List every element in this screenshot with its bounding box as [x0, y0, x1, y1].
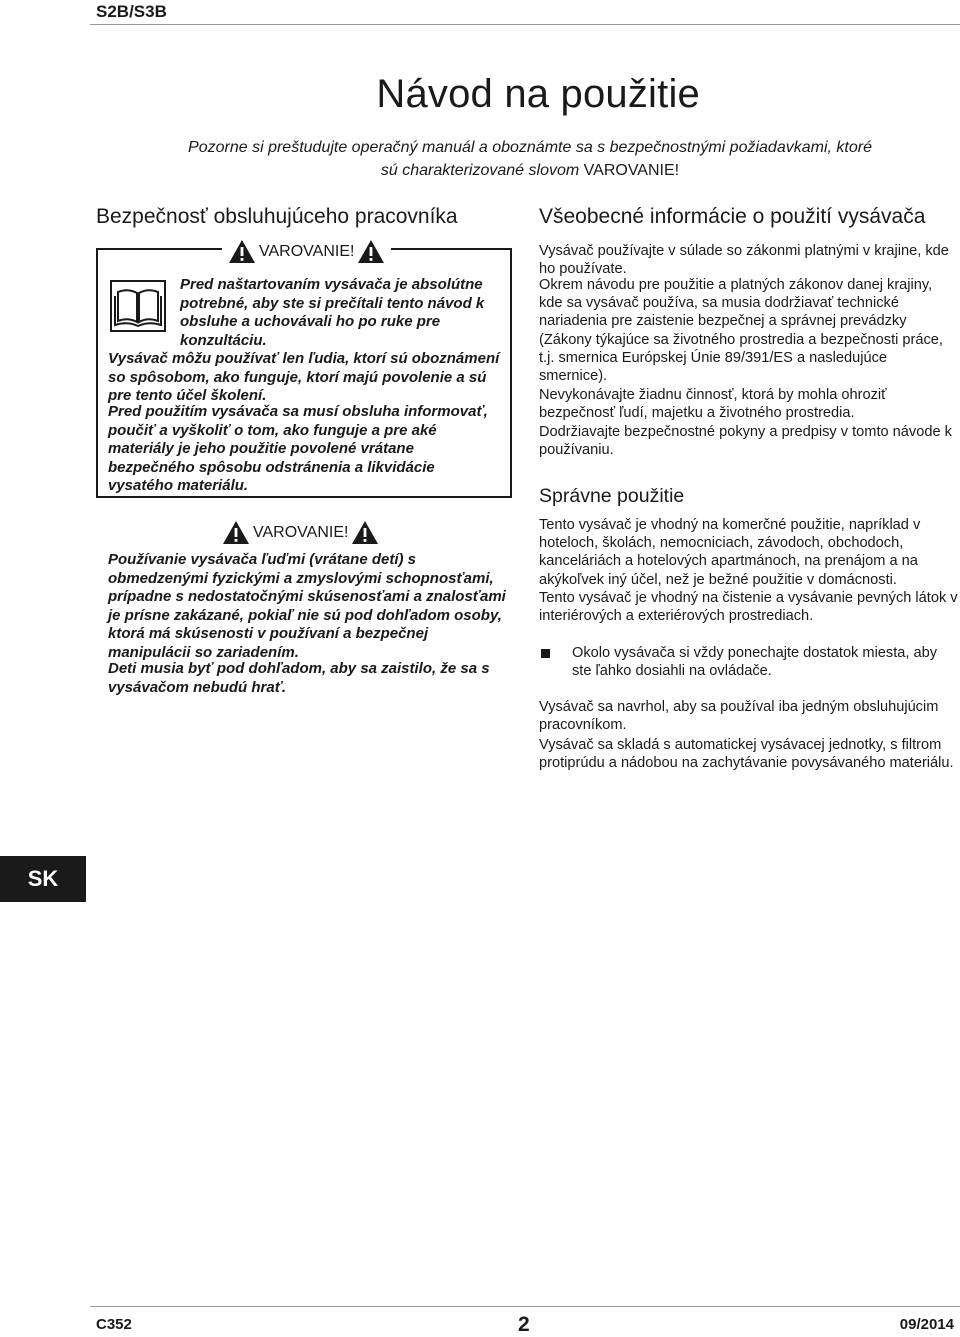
operator-safety-heading: Bezpečnosť obsluhujúceho pracovníka: [96, 205, 458, 228]
bullet-square-icon: [541, 649, 550, 658]
model-label: S2B/S3B: [96, 2, 167, 21]
general-info-paragraph-2: Okrem návodu pre použitie a platných zákonov danej krajiny, kde sa vysávač používa, sa musia dodržiavať technické nariadenia pre zaistenie bezpečnej a správnej prevádzky (Zákony týkajúce sa životného prostredia a bezpečnosti práce, t.j. smernica Európskej Únie 89/391/ES a nasledujúce smernice).: [539, 277, 943, 385]
intro-line-2-text: sú charakterizované slovom: [380, 162, 584, 179]
proper-use-paragraph-3: Vysávač sa navrhol, aby sa používal iba jedným obsluhujúcim pracovníkom.: [539, 699, 939, 734]
intro-warning-word: VAROVANIE!: [583, 162, 680, 179]
proper-use-paragraph-1: Tento vysávač je vhodný na komerčné použitie, napríklad v hoteloch, školách, nemocniciach, závodoch, obchodoch, kanceláriách a hotelových apartmánoch, na prenájom a na akýkoľvek iný účel, než je bežné použitie v domácnosti.: [539, 517, 921, 588]
proper-use-paragraph-2: Tento vysávač je vhodný na čistenie a vysávanie pevných látok v interiérových a exteriérových prostrediach.: [539, 590, 958, 625]
general-info-paragraph-4: Dodržiavajte bezpečnostné pokyny a predpisy v tomto návode k používaniu.: [539, 424, 952, 459]
warning-header: [222, 239, 391, 264]
warning-paragraph-restricted-persons: Používanie vysávača ľuďmi (vrátane detí) s obmedzenými fyzickými a zmyslovými schopnosťami, prípadne s nedostatočnými skúsenosťami a znalosťami je prísne zakázané, pokiaľ nie sú pod dohľadom osoby, ktorá má skúsenosti v používaní a bezpečnej manipulácii so zariadením.: [108, 551, 506, 661]
proper-use-paragraph-4: Vysávač sa skladá s automatickej vysávacej jednotky, s filtrom protiprúdu a nádobou na zachytávanie povysávaného materiálu.: [539, 737, 954, 772]
warning-paragraph-children: Deti musia byť pod dohľadom, aby sa zaistilo, že sa s vysávačom nebudú hrať.: [108, 660, 490, 696]
warning-triangle-icon: [351, 520, 379, 545]
warning-triangle-icon: [228, 239, 256, 264]
language-tab: SK: [0, 856, 86, 902]
header-divider: [90, 24, 960, 25]
warning-label: VAROVANIE!: [259, 242, 355, 260]
general-info-paragraph-1: Vysávač používajte v súlade so zákonmi platnými v krajine, kde ho používate.: [539, 243, 949, 278]
footer-divider: [90, 1306, 960, 1307]
warning-triangle-icon: [222, 520, 250, 545]
footer-page-number: 2: [518, 1313, 530, 1336]
proper-use-heading: Správne použitie: [539, 485, 685, 507]
footer-document-code: C352: [96, 1316, 132, 1333]
proper-use-bullet: Okolo vysávača si vždy ponechajte dostatok miesta, aby ste ľahko dosiahli na ovládače.: [572, 645, 938, 680]
intro-line-1: Pozorne si preštudujte operačný manuál a oboznámte sa s bezpečnostnými požiadavkami, ktoré: [188, 139, 872, 156]
warning-triangle-icon: [357, 239, 385, 264]
warning-paragraph-read-manual: Pred naštartovaním vysávača je absolútne potrebné, aby ste si prečítali tento návod k obsluhe a uchovávali ho po ruke pre konzultáciu.: [180, 276, 485, 349]
warning-header-2: [222, 520, 379, 545]
warning-paragraph-authorized-users: Vysávač môžu používať len ľudia, ktorí sú oboznámení so spôsobom, ako funguje, ktorí majú povolenie a sú pre tento účel školení.: [108, 350, 500, 405]
intro-line-2: [100, 159, 960, 182]
intro-text: [100, 136, 960, 182]
warning-label-2: VAROVANIE!: [253, 523, 349, 541]
general-info-paragraph-3: Nevykonávajte žiadnu činnosť, ktorá by mohla ohroziť bezpečnosť ľudí, majetku a životného prostredia.: [539, 387, 887, 422]
page-title: Návod na použitie: [376, 72, 700, 116]
open-book-icon: [110, 280, 166, 332]
warning-paragraph-training: Pred použitím vysávača sa musí obsluha informovať, poučiť a vyškoliť o tom, ako funguje a pre aké materiály je jeho použitie povolené vrátane bezpečného spôsobu odstránenia a likvidácie vysatého materiálu.: [108, 403, 488, 495]
footer-date: 09/2014: [899, 1316, 954, 1333]
general-info-heading: Všeobecné informácie o použití vysávača: [539, 205, 926, 228]
